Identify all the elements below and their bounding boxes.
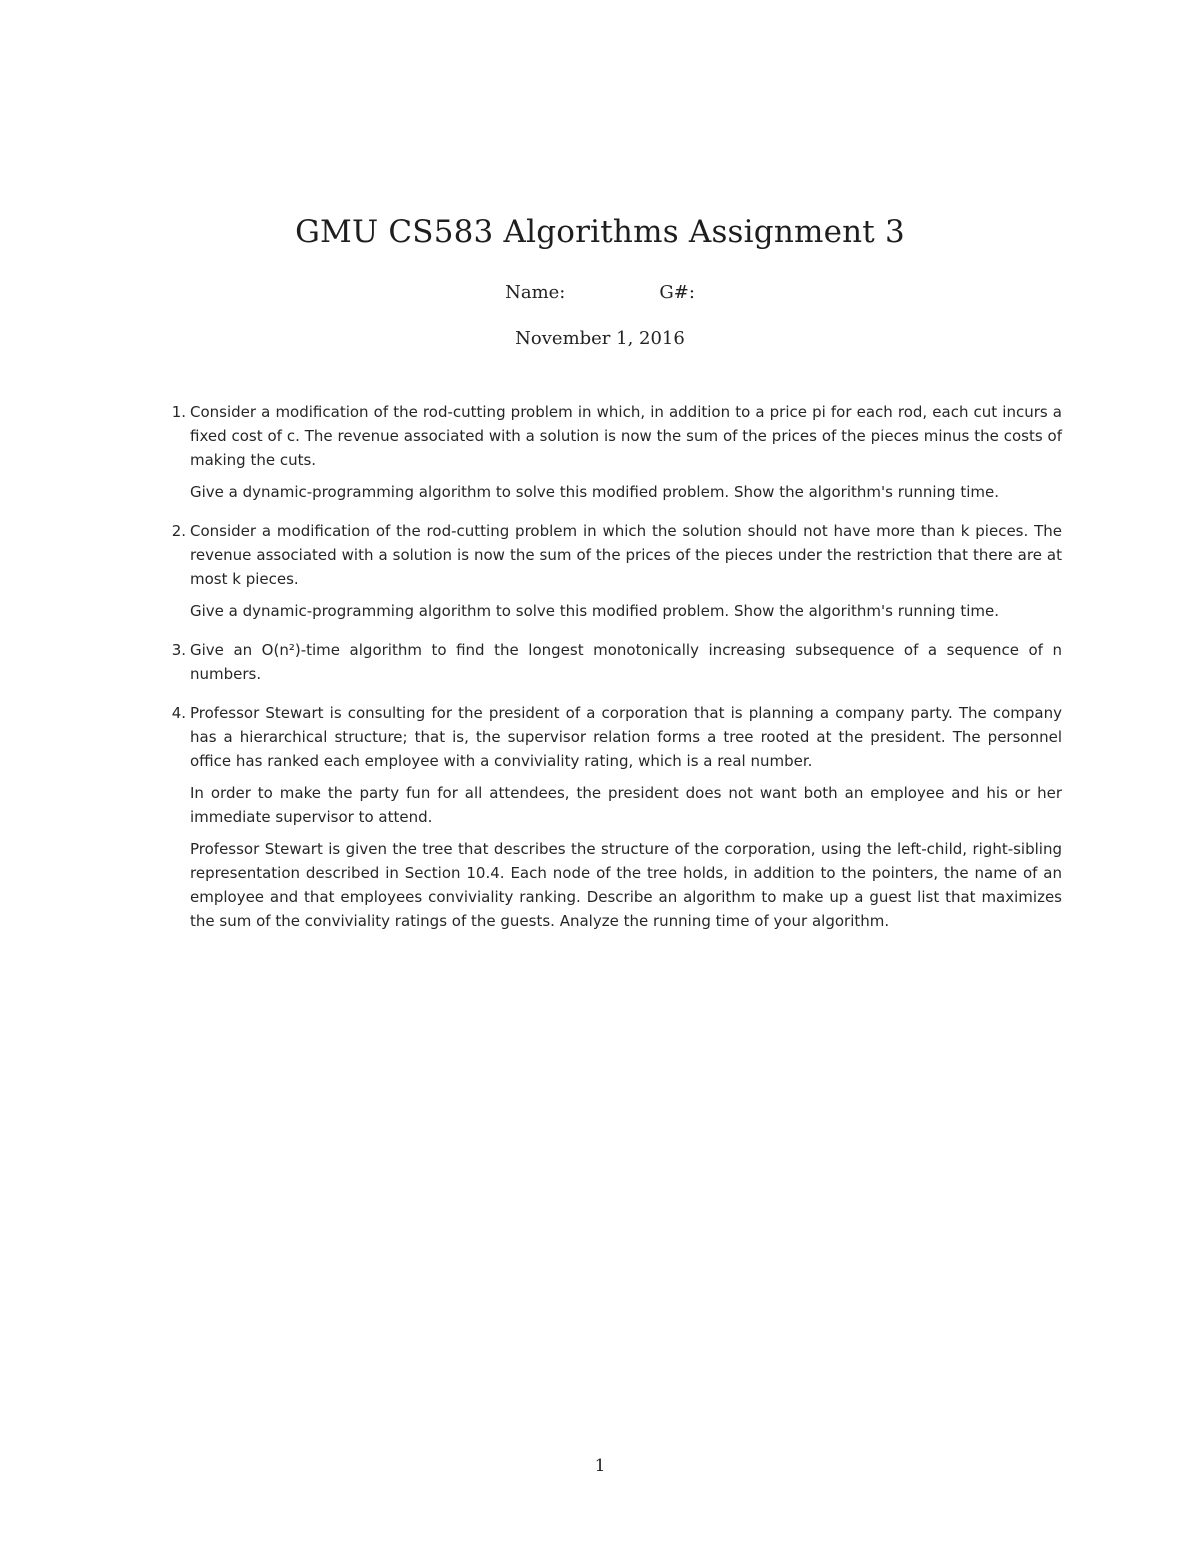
- gnumber-label: G#:: [659, 282, 695, 303]
- problem-3: [171, 638, 1062, 686]
- name-label: Name:: [505, 282, 566, 303]
- problem-paragraph: Professor Stewart is given the tree that describes the structure of the corporation, using the left-child, right-sibling representation described in Section 10.4. Each node of the tree holds, in addition to the pointers, the name of an employee and that employees conviviality ranking. Describe an algorithm to make up a guest list that maximizes the sum of the conviviality ratings of the guests. Analyze the running time of your algorithm.: [190, 840, 1062, 930]
- problem-list: [171, 400, 1062, 948]
- problem-2: [171, 519, 1062, 623]
- problem-number: 2.: [171, 522, 186, 540]
- problem-1: [171, 400, 1062, 504]
- problem-paragraph: Professor Stewart is consulting for the president of a corporation that is planning a company party. The company has a hierarchical structure; that is, the supervisor relation forms a tree rooted at the president. The personnel office has ranked each employee with a conviviality rating, which is a real number.: [190, 704, 1062, 770]
- problem-paragraph: Give an O(n²)-time algorithm to find the longest monotonically increasing subsequence of a sequence of n numbers.: [190, 641, 1062, 683]
- page-title: GMU CS583 Algorithms Assignment 3: [295, 214, 905, 250]
- problem-paragraph: Consider a modification of the rod-cutting problem in which, in addition to a price pi for each rod, each cut incurs a fixed cost of c. The revenue associated with a solution is now the sum of the prices of the pieces minus the costs of making the cuts.: [190, 403, 1062, 469]
- problem-paragraph: Give a dynamic-programming algorithm to solve this modified problem. Show the algorithm's running time.: [190, 483, 1000, 501]
- problem-number: 1.: [171, 403, 186, 421]
- problem-4: [171, 701, 1062, 933]
- problem-number: 3.: [171, 641, 186, 659]
- problem-number: 4.: [171, 704, 186, 722]
- problem-paragraph: Give a dynamic-programming algorithm to solve this modified problem. Show the algorithm's running time.: [190, 602, 1000, 620]
- document-date: November 1, 2016: [515, 328, 685, 349]
- author-line: [0, 282, 1200, 303]
- problem-paragraph: Consider a modification of the rod-cutting problem in which the solution should not have more than k pieces. The revenue associated with a solution is now the sum of the prices of the pieces under the restriction that there are at most k pieces.: [190, 522, 1062, 588]
- page-number: 1: [594, 1456, 606, 1476]
- problem-paragraph: In order to make the party fun for all attendees, the president does not want both an employee and his or her immediate supervisor to attend.: [190, 784, 1062, 826]
